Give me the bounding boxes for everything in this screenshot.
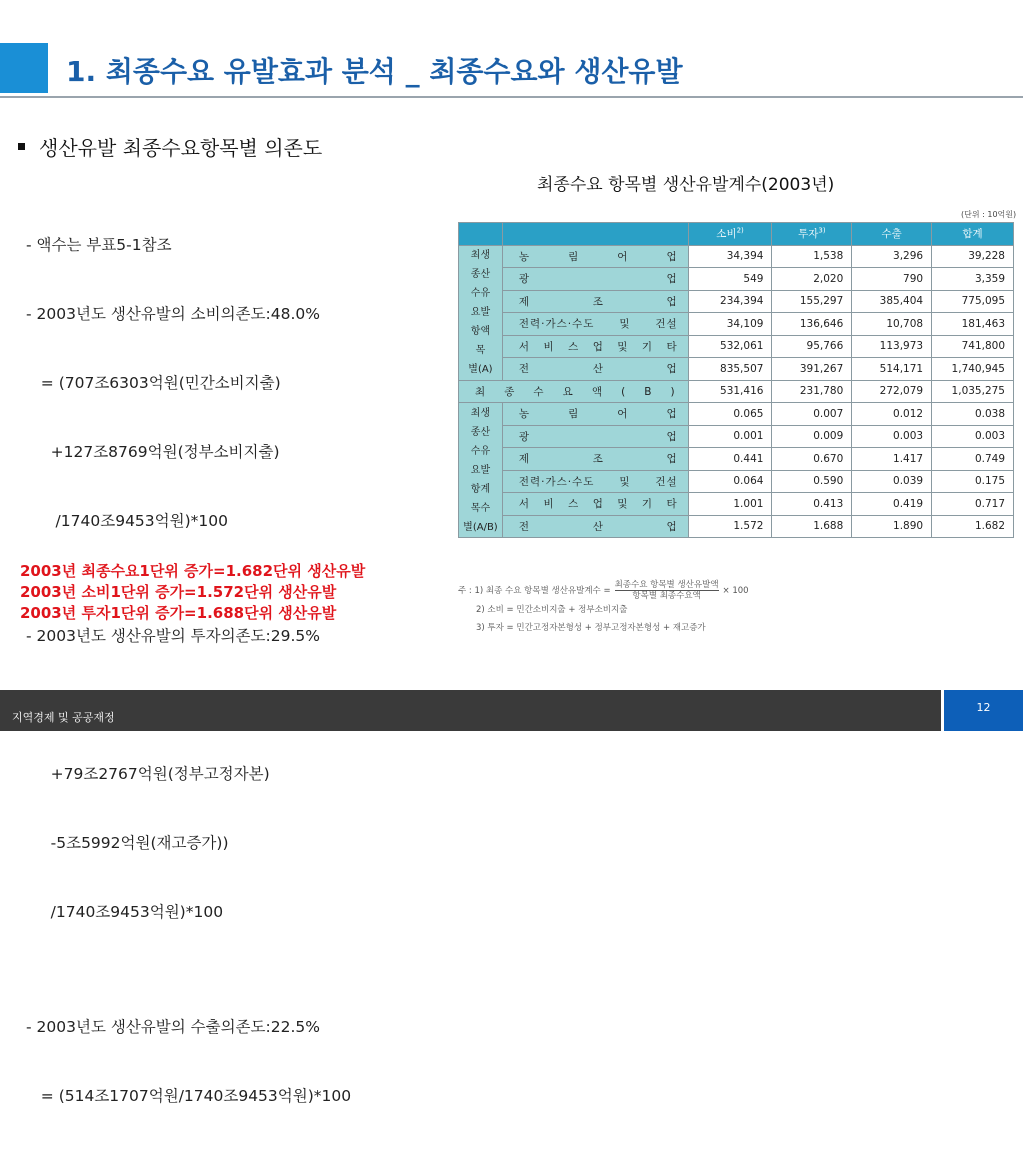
industry-label: 전 산 업 — [502, 358, 688, 381]
title-accent-bar — [0, 43, 48, 93]
group-label-line: 항액 — [470, 326, 491, 337]
header-total: 합계 — [932, 223, 1014, 246]
text-line: /1740조9453억원)*100 — [26, 903, 224, 921]
text-line: +127조8769억원(정부소비지출) — [26, 443, 280, 461]
table-cell: 1.001 — [688, 493, 772, 516]
group-label-line: 별(A/B) — [463, 521, 498, 533]
section-bullet — [18, 132, 322, 161]
group-label-line: 요발 — [470, 307, 491, 318]
row-group-label — [459, 245, 503, 380]
table-cell: 0.749 — [932, 448, 1014, 471]
table-cell: 532,061 — [688, 335, 772, 358]
table-row — [459, 493, 1014, 516]
table-cell: 231,780 — [772, 380, 852, 403]
table-cell: 0.590 — [772, 470, 852, 493]
footnote-1: 주 : 1) 최종 수요 항목별 생산유발계수 = $\frac{\text{최종수요 항목별 생산유발액}}{\text{항목별 최종수요액}}$ × 100 — [458, 580, 749, 601]
production-inducement-table — [458, 222, 1014, 538]
coefficient-section — [459, 403, 1014, 538]
table-row — [459, 268, 1014, 291]
title-divider — [0, 96, 1023, 98]
table-cell: 1.417 — [852, 448, 932, 471]
table-header-row — [459, 223, 1014, 246]
table-cell: 391,267 — [772, 358, 852, 381]
table-row — [459, 425, 1014, 448]
table-cell: 0.012 — [852, 403, 932, 426]
text-line: - 2003년도 생산유발의 투자의존도:29.5% — [26, 627, 320, 645]
table-cell: 34,109 — [688, 313, 772, 336]
table-row — [459, 515, 1014, 538]
footer-title: 지역경제 및 공공재정 — [12, 711, 115, 724]
table-cell: 0.065 — [688, 403, 772, 426]
group-label-line: 목 — [475, 345, 486, 356]
table-cell: 0.038 — [932, 403, 1014, 426]
table-cell: 0.001 — [688, 425, 772, 448]
table-cell: 1.572 — [688, 515, 772, 538]
text-line: -5조5992억원(재고증가)) — [26, 834, 229, 852]
table-cell: 3,296 — [852, 245, 932, 268]
page-title: 1. 최종수요 유발효과 분석 _ 최종수요와 생산유발 — [66, 55, 683, 88]
text-line: /1740조9453억원)*100 — [26, 512, 228, 530]
highlight-note: 2003년 소비1단위 증가=1.572단위 생산유발 — [20, 583, 337, 601]
table-cell: 514,171 — [852, 358, 932, 381]
group-label-line: 목수 — [470, 502, 491, 514]
table-cell: 1.890 — [852, 515, 932, 538]
industry-label: 전 산 업 — [502, 515, 688, 538]
table-cell: 1,740,945 — [932, 358, 1014, 381]
table-cell: 385,404 — [852, 290, 932, 313]
header-export: 수출 — [852, 223, 932, 246]
table-cell: 1,035,275 — [932, 380, 1014, 403]
table-cell: 0.441 — [688, 448, 772, 471]
table-cell: 39,228 — [932, 245, 1014, 268]
table-cell: 272,079 — [852, 380, 932, 403]
group-label-line: 종산 — [470, 426, 491, 438]
industry-label: 전력·가스·수도 및 건설 — [502, 313, 688, 336]
text-line: - 2003년도 생산유발의 수출의존도:22.5% — [26, 1018, 320, 1036]
industry-label: 제 조 업 — [502, 448, 688, 471]
text-line: = (707조6303억원(민간소비지출) — [26, 374, 281, 392]
table-row — [459, 313, 1014, 336]
final-demand-row — [459, 380, 1014, 403]
table-cell: 0.413 — [772, 493, 852, 516]
group-label-line: 별(A) — [468, 364, 493, 375]
text-line: = (514조1707억원/1740조9453억원)*100 — [26, 1087, 352, 1105]
industry-label: 광 업 — [502, 268, 688, 291]
section-bullet-text: 생산유발 최종수요항목별 의존도 — [39, 136, 323, 160]
highlight-note: 2003년 투자1단위 증가=1.688단위 생산유발 — [20, 604, 337, 622]
table-unit: (단위 : 10억원) — [961, 210, 1017, 219]
group-label-line: 종산 — [470, 269, 491, 280]
table-row — [459, 358, 1014, 381]
group-label-line: 수유 — [470, 445, 491, 457]
formula-fraction: $\frac{\text{최종수요 항목별 생산유발액}}{\text{항목별 최종수요액}}$ — [614, 580, 719, 601]
amount-section — [459, 245, 1014, 380]
table-cell: 2,020 — [772, 268, 852, 291]
text-line: +79조2767억원(정부고정자본) — [26, 765, 270, 783]
highlight-note: 2003년 최종수요1단위 증가=1.682단위 생산유발 — [20, 562, 366, 580]
footnote-3: 3) 투자 = 민간고정자본형성 + 정부고정자본형성 + 재고증가 — [476, 623, 706, 633]
table-cell: 0.039 — [852, 470, 932, 493]
group-label-line: 요발 — [470, 464, 491, 476]
table-cell: 136,646 — [772, 313, 852, 336]
table-cell: 0.003 — [852, 425, 932, 448]
dependency-explanation — [26, 188, 351, 1154]
table-cell: 155,297 — [772, 290, 852, 313]
industry-label: 제 조 업 — [502, 290, 688, 313]
header-consumption: 소비$^{2)}$ — [688, 223, 772, 246]
table-row — [459, 245, 1014, 268]
group-label-line: 최생 — [470, 407, 491, 419]
header-investment: 투자$^{3)}$ — [772, 223, 852, 246]
table-cell: 234,394 — [688, 290, 772, 313]
table-cell: 775,095 — [932, 290, 1014, 313]
table-cell: 531,416 — [688, 380, 772, 403]
footnote-2: 2) 소비 = 민간소비지출 + 정부소비지출 — [476, 605, 628, 615]
table-cell: 113,973 — [852, 335, 932, 358]
table-cell: 1,538 — [772, 245, 852, 268]
industry-label: 농 림 어 업 — [502, 245, 688, 268]
table-cell: 0.419 — [852, 493, 932, 516]
table-row — [459, 403, 1014, 426]
table-cell: 0.064 — [688, 470, 772, 493]
table-cell: 1.688 — [772, 515, 852, 538]
table-cell: 549 — [688, 268, 772, 291]
industry-label: 전력·가스·수도 및 건설 — [502, 470, 688, 493]
table-title: 최종수요 항목별 생산유발계수(2003년) — [537, 175, 835, 195]
industry-label: 서 비 스 업 및 기 타 — [502, 335, 688, 358]
table-cell: 95,766 — [772, 335, 852, 358]
table-cell: 0.670 — [772, 448, 852, 471]
table-cell: 34,394 — [688, 245, 772, 268]
row-group-label — [459, 403, 503, 538]
table-footnotes — [458, 580, 749, 637]
footer-bar — [0, 690, 1023, 731]
final-demand-label: 최 종 수 요 액 ( B ) — [459, 380, 689, 403]
table-cell: 1.682 — [932, 515, 1014, 538]
header-blank — [459, 223, 503, 246]
table-cell: 835,507 — [688, 358, 772, 381]
table-cell: 3,359 — [932, 268, 1014, 291]
page-number: 12 — [976, 701, 991, 714]
table-cell: 0.009 — [772, 425, 852, 448]
table-cell: 0.003 — [932, 425, 1014, 448]
text-line: - 2003년도 생산유발의 소비의존도:48.0% — [26, 305, 320, 323]
table-cell: 0.717 — [932, 493, 1014, 516]
table-cell: 0.007 — [772, 403, 852, 426]
table-row — [459, 448, 1014, 471]
table-cell: 10,708 — [852, 313, 932, 336]
table-cell: 181,463 — [932, 313, 1014, 336]
highlight-notes — [20, 561, 365, 624]
group-label-line: 최생 — [470, 250, 491, 261]
industry-label: 광 업 — [502, 425, 688, 448]
header-blank — [502, 223, 688, 246]
group-label-line: 수유 — [470, 288, 491, 299]
table-row — [459, 290, 1014, 313]
table-cell: 0.175 — [932, 470, 1014, 493]
table-cell: 790 — [852, 268, 932, 291]
text-line: - 액수는 부표5-1참조 — [26, 236, 172, 254]
square-bullet-icon — [18, 143, 25, 150]
table-row — [459, 335, 1014, 358]
industry-label: 서 비 스 업 및 기 타 — [502, 493, 688, 516]
table-row — [459, 470, 1014, 493]
page-number-box — [941, 690, 1023, 731]
group-label-line: 항계 — [470, 483, 491, 495]
industry-label: 농 림 어 업 — [502, 403, 688, 426]
table-cell: 741,800 — [932, 335, 1014, 358]
